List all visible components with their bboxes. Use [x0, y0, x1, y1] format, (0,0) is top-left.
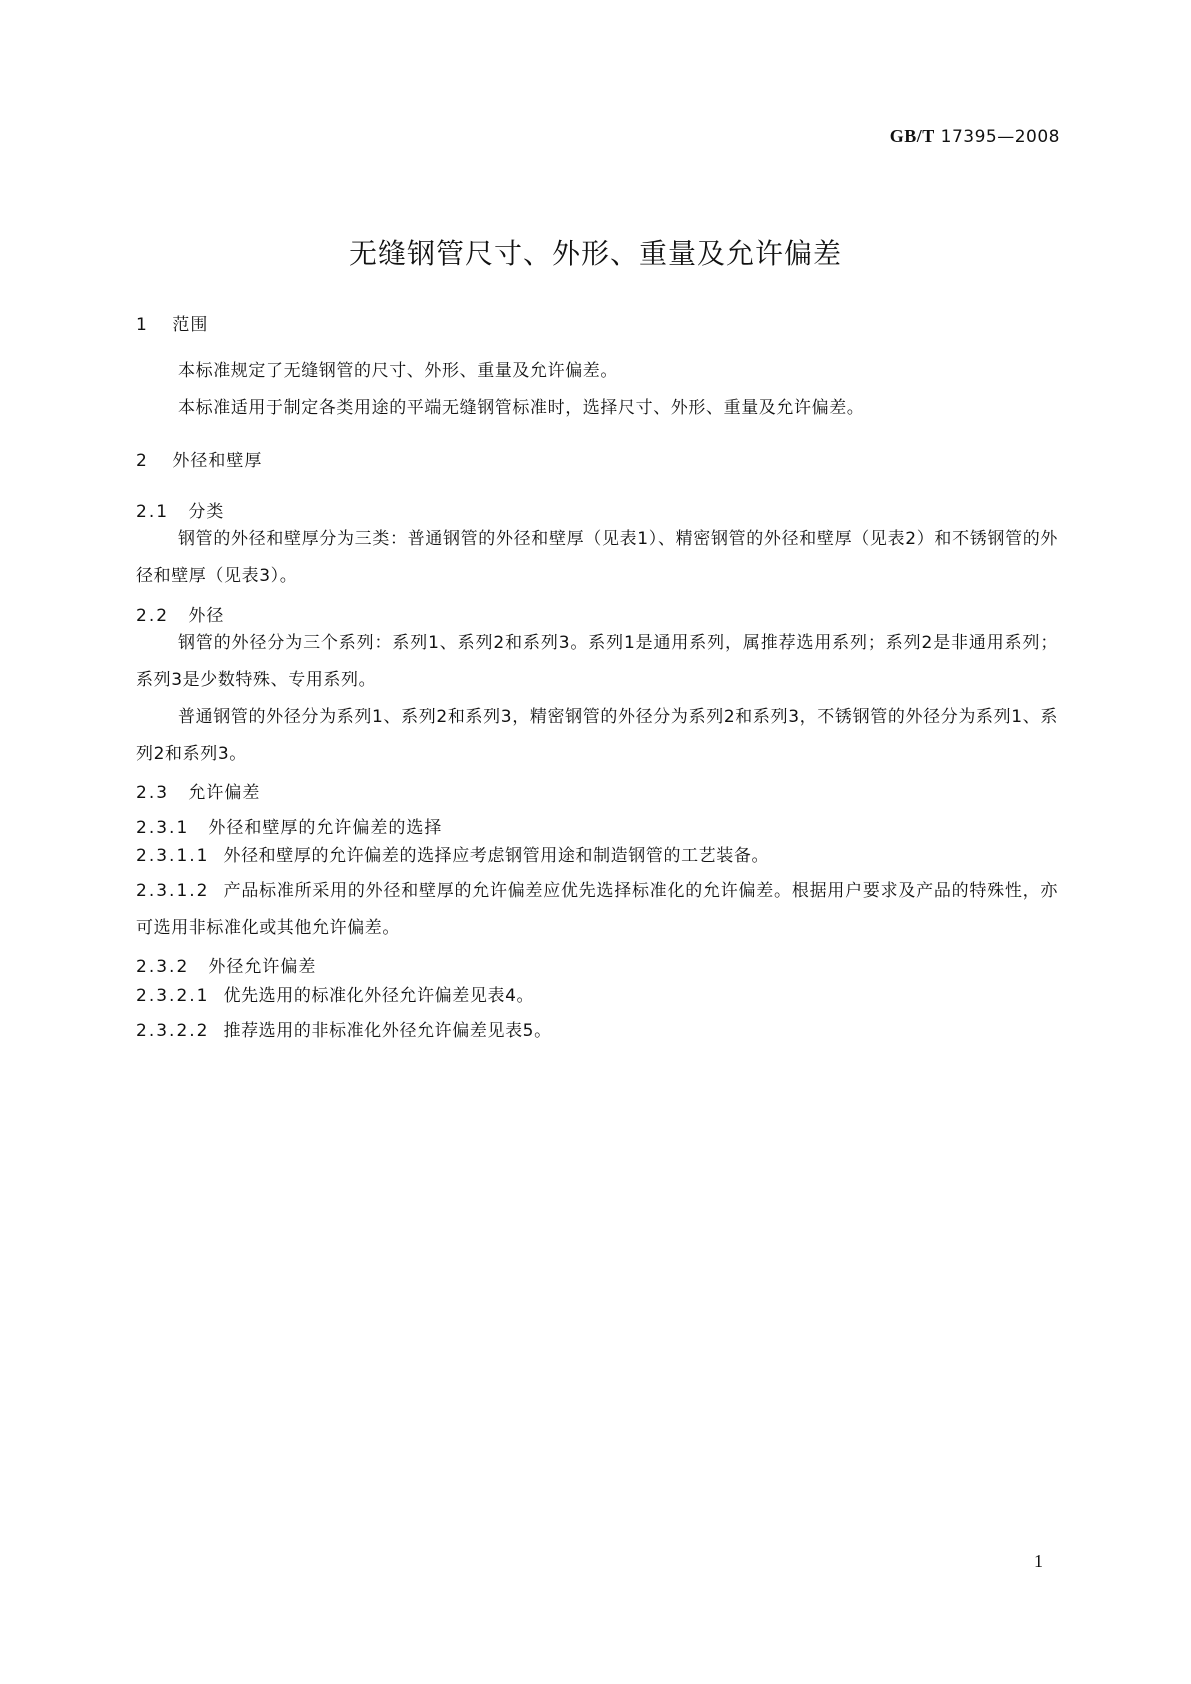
section-number: 2.3.2: [136, 957, 190, 977]
section-2-2-paragraph-2: 普通钢管的外径分为系列1、系列2和系列3，精密钢管的外径分为系列2和系列3，不锈钢管的外径分为系列1、系列2和系列3。: [136, 707, 1058, 764]
clause-2-3-2-1: [136, 978, 1058, 1015]
section-title: 外径允许偏差: [208, 957, 317, 977]
document-title: 无缝钢管尺寸、外形、重量及允许偏差: [348, 237, 842, 270]
clause-2-3-1-1: [136, 838, 1058, 875]
clause-2-3-2-2: [136, 1013, 1058, 1050]
section-1-heading: [136, 310, 208, 335]
section-2-2-heading: [136, 601, 224, 626]
clause-text: 推荐选用的非标准化外径允许偏差见表5。: [223, 1021, 552, 1041]
section-2-1-heading: [136, 497, 224, 522]
section-number: 2.1: [136, 502, 170, 522]
standard-number: 17395—2008: [940, 127, 1060, 147]
clause-2-3-1-2: [136, 873, 1058, 947]
section-title: 分类: [188, 502, 225, 522]
section-number: 2.2: [136, 606, 170, 626]
section-title: 外径: [188, 606, 225, 626]
section-title: 外径和壁厚的允许偏差的选择: [208, 818, 443, 838]
standard-prefix: GB/T: [889, 126, 935, 146]
section-number: 2.3.1: [136, 818, 190, 838]
section-2-3-1-heading: [136, 813, 442, 838]
section-number: 1: [136, 315, 149, 335]
section-2-heading: [136, 446, 262, 471]
clause-number: 2.3.1.1: [136, 846, 210, 866]
section-title: 允许偏差: [188, 783, 261, 803]
clause-number: 2.3.2.1: [136, 986, 210, 1006]
clause-number: 2.3.1.2: [136, 881, 210, 901]
standard-code: [890, 126, 1060, 147]
section-title: 范围: [172, 315, 209, 335]
section-number: 2.3: [136, 783, 170, 803]
section-2-2-paragraph-1: 钢管的外径分为三个系列：系列1、系列2和系列3。系列1是通用系列，属推荐选用系列；系列2是非通用系列；系列3是少数特殊、专用系列。: [136, 633, 1058, 690]
page-number: 1: [1034, 1551, 1043, 1571]
section-2-3-2-heading: [136, 952, 316, 977]
section-1-paragraph-2: 本标准适用于制定各类用途的平端无缝钢管标准时，选择尺寸、外形、重量及允许偏差。: [178, 398, 865, 418]
section-2-3-heading: [136, 778, 260, 803]
clause-text: 优先选用的标准化外径允许偏差见表4。: [223, 986, 535, 1006]
clause-text: 外径和壁厚的允许偏差的选择应考虑钢管用途和制造钢管的工艺装备。: [223, 846, 770, 866]
section-2-1-paragraph: 钢管的外径和壁厚分为三类：普通钢管的外径和壁厚（见表1）、精密钢管的外径和壁厚（见表2）和不锈钢管的外径和壁厚（见表3）。: [136, 529, 1058, 586]
clause-number: 2.3.2.2: [136, 1021, 210, 1041]
section-title: 外径和壁厚: [172, 451, 263, 471]
section-1-paragraph-1: 本标准规定了无缝钢管的尺寸、外形、重量及允许偏差。: [178, 361, 618, 381]
section-number: 2: [136, 451, 149, 471]
clause-text: 产品标准所采用的外径和壁厚的允许偏差应优先选择标准化的允许偏差。根据用户要求及产品的特殊性，亦可选用非标准化或其他允许偏差。: [136, 881, 1058, 938]
